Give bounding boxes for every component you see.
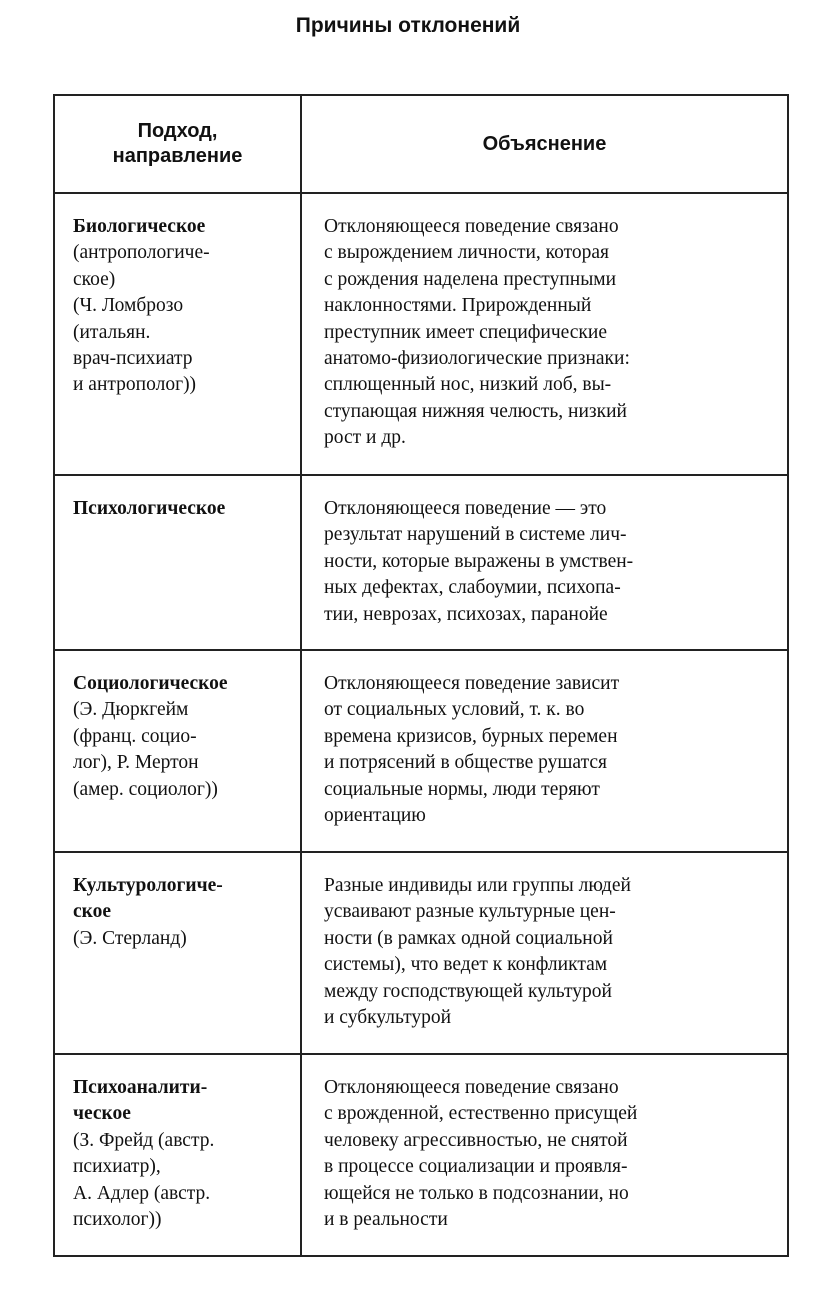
explanation-cell: Отклоняющееся поведение — это результат нарушений в системе лич- ности, которые выражены в умствен- ных дефектах, слабоумии, психопа- тии, неврозах, психозах, паранойе <box>301 475 788 650</box>
approach-cell <box>54 1054 301 1256</box>
approach-details: (Э. Стерланд) <box>73 927 187 949</box>
explanation-cell: Отклоняющееся поведение связано с врожденной, естественно присущей человеку агрессивностью, не снятой в процессе социализации и проявля- ющейся не только в подсознании, но и в реальности <box>301 1054 788 1256</box>
header-row <box>54 95 788 193</box>
deviation-causes-table <box>53 94 789 1257</box>
page-title: Причины отклонений <box>295 14 521 37</box>
approach-name: Психологическое <box>73 498 226 519</box>
approach-name: Биологическое <box>73 216 206 237</box>
table-row <box>54 475 788 650</box>
explanation-cell: Отклоняющееся поведение зависит от социальных условий, т. к. во времена кризисов, бурных перемен и потрясений в обществе рушатся социальные нормы, люди теряют ориентацию <box>301 650 788 852</box>
approach-details: (антропологиче- ское) (Ч. Ломброзо (итальян. врач-психиатр и антрополог)) <box>73 242 210 396</box>
table-row <box>54 1054 788 1256</box>
approach-cell <box>54 650 301 852</box>
table-row <box>54 193 788 475</box>
approach-cell <box>54 475 301 650</box>
header-approach: Подход, направление <box>54 95 301 193</box>
table-row <box>54 650 788 852</box>
approach-details: (Э. Дюркгейм (франц. социо- лог), Р. Мертон (амер. социолог)) <box>73 699 218 800</box>
approach-cell <box>54 852 301 1054</box>
header-explanation: Объяснение <box>301 95 788 193</box>
approach-details: (З. Фрейд (австр. психиатр), А. Адлер (австр. психолог)) <box>73 1129 215 1231</box>
approach-name: Культурологиче- ское <box>73 875 223 923</box>
approach-cell <box>54 193 301 475</box>
table-row <box>54 852 788 1054</box>
explanation-cell: Разные индивиды или группы людей усваивают разные культурные цен- ности (в рамках одной социальной системы), что ведет к конфликтам между господствующей культурой и субкультурой <box>301 852 788 1054</box>
approach-name: Психоаналити- ческое <box>73 1077 208 1125</box>
approach-name: Социологическое <box>73 673 228 694</box>
explanation-cell: Отклоняющееся поведение связано с вырождением личности, которая с рождения наделена преступными наклонностями. Прирожденный преступник имеет специфические анатомо-физиологические признаки: сплющенный нос, низкий лоб, вы- ступающая нижняя челюсть, низкий рост и др. <box>301 193 788 475</box>
